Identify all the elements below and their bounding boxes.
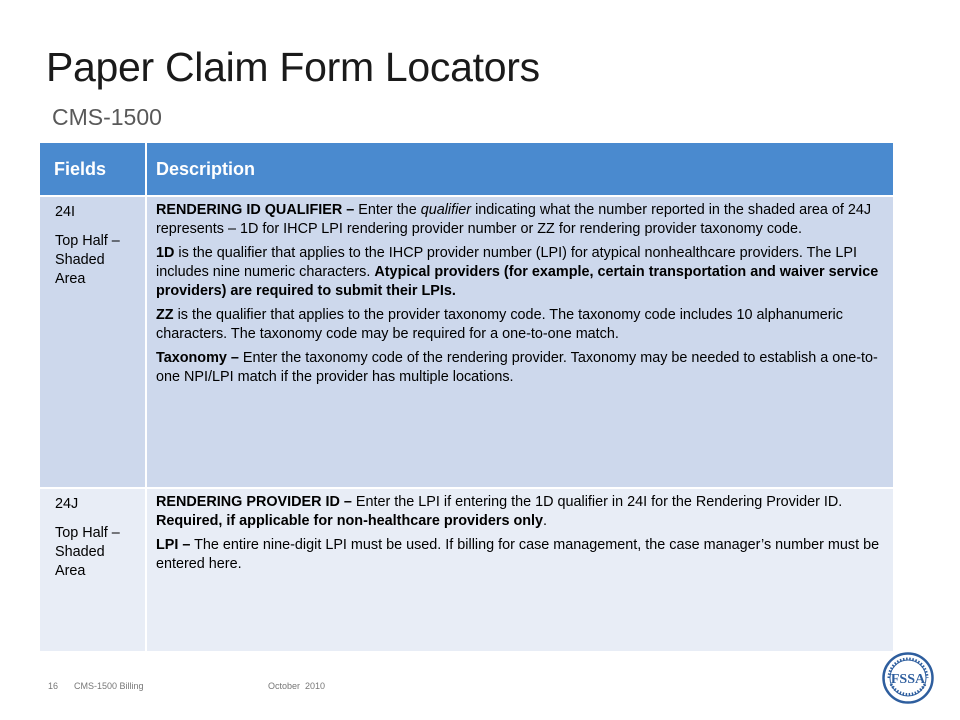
description-text: LPI – [156, 537, 191, 553]
description-text: qualifier [420, 202, 472, 218]
description-paragraph [156, 536, 885, 574]
description-text: Taxonomy – [156, 350, 239, 366]
claim-locator-table [40, 143, 893, 651]
description-cell [146, 196, 893, 488]
description-text: Atypical providers (for example, certain transportation and waiver service providers) are required to submit their LPIs. [156, 264, 879, 299]
description-text: Required, if applicable for non-healthcare providers only [156, 513, 544, 529]
field-code: 24I [55, 204, 76, 220]
page-subtitle: CMS-1500 [52, 104, 162, 130]
table-row [40, 196, 893, 488]
description-text: RENDERING ID QUALIFIER – [156, 202, 355, 218]
description-paragraph [156, 493, 885, 531]
description-text: The entire nine-digit LPI must be used. If billing for case management, the case manager’s number must be entered here. [156, 537, 880, 572]
table-header-row [40, 143, 893, 196]
description-text: Enter the [354, 202, 421, 218]
fssa-seal-icon [882, 652, 934, 704]
column-header-fields: Fields [40, 143, 146, 196]
footer-page-number: 16 [48, 681, 59, 691]
logo-text: FSSA [890, 672, 926, 687]
footer-date: October 2010 [268, 681, 326, 691]
description-text: is the qualifier that applies to the IHCP provider number (LPI) for atypical nonhealthcare providers. The LPI includes nine numeric characters. [156, 245, 857, 280]
field-cell [40, 196, 146, 488]
page-title: Paper Claim Form Locators [46, 44, 540, 90]
description-paragraph [156, 244, 885, 301]
description-text: is the qualifier that applies to the provider taxonomy code. The taxonomy code includes 10 alphanumeric characters. The taxonomy code may be required for a one-to-one match. [156, 307, 843, 342]
description-text: Enter the taxonomy code of the rendering provider. Taxonomy may be needed to establish a one-to-one NPI/LPI match if the provider has multiple locations. [156, 350, 878, 385]
description-text: . [543, 513, 548, 529]
description-text: indicating what the number reported in the shaded area of 24J represents – 1D for IHCP LPI rendering provider number or ZZ for rendering provider taxonomy code. [156, 202, 872, 237]
description-paragraph [156, 306, 885, 344]
field-cell [40, 488, 146, 651]
table-row [40, 488, 893, 651]
footer-document-name: CMS-1500 Billing [74, 681, 144, 691]
field-location: Top Half – Shaded Area [55, 525, 120, 579]
description-paragraph [156, 201, 885, 239]
description-text: RENDERING PROVIDER ID – [156, 494, 352, 510]
description-paragraph [156, 349, 885, 387]
field-code: 24J [55, 496, 79, 512]
field-location: Top Half – Shaded Area [55, 233, 120, 287]
description-text: ZZ [156, 307, 174, 323]
column-header-description: Description [146, 143, 893, 196]
description-text: 1D [156, 245, 175, 261]
description-text: Enter the LPI if entering the 1D qualifier in 24I for the Rendering Provider ID. [351, 494, 843, 510]
description-cell [146, 488, 893, 651]
